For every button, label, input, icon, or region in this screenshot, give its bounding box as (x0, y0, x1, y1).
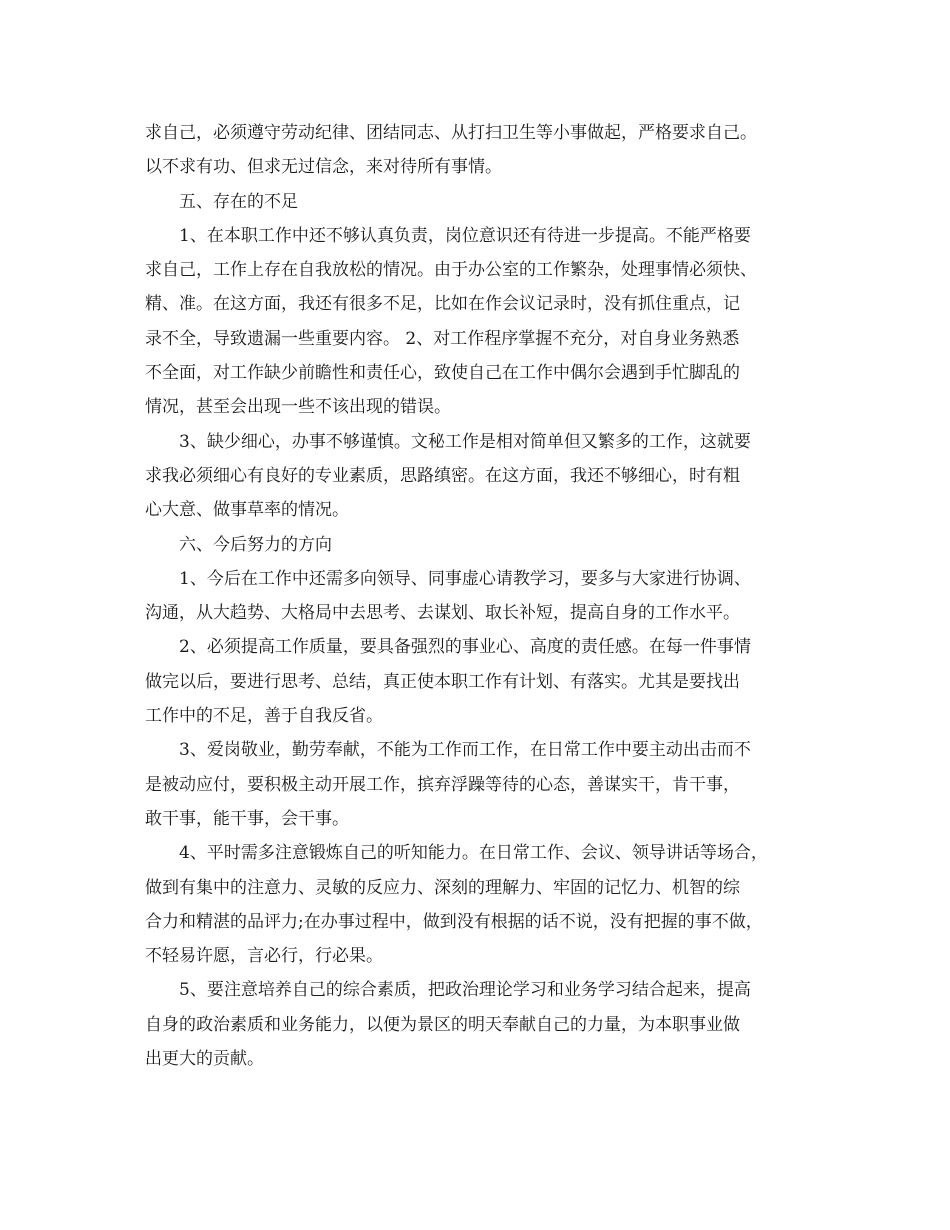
text-line: 求自己，工作上存在自我放松的情况。由于办公室的工作繁杂，处理事情必须快、 (145, 260, 757, 281)
text-line: 录不全，导致遗漏一些重要内容。 2、对工作程序掌握不充分，对自身业务熟悉 (145, 328, 740, 349)
text-line: 4、平时需多注意锻炼自己的听知能力。在日常工作、会议、领导讲话等场合， (179, 843, 768, 864)
text-line: 以不求有功、但求无过信念，来对待所有事情。 (145, 157, 502, 178)
document-body (145, 116, 825, 1076)
text-line: 心大意、做事草率的情况。 (145, 500, 349, 521)
text-line: 五、存在的不足 (179, 191, 298, 212)
text-line: 1、在本职工作中还不够认真负责，岗位意识还有待进一步提高。不能严格要 (179, 225, 751, 246)
text-line: 3、缺少细心，办事不够谨慎。文秘工作是相对简单但又繁多的工作，这就要 (179, 431, 751, 452)
text-line: 不轻易许愿，言必行，行必果。 (145, 946, 383, 967)
text-line: 合力和精湛的品评力;在办事过程中，做到没有根据的话不说，没有把握的事不做， (145, 911, 763, 932)
text-line: 做到有集中的注意力、灵敏的反应力、深刻的理解力、牢固的记忆力、机智的综 (145, 877, 740, 898)
text-line: 不全面，对工作缺少前瞻性和责任心，致使自己在工作中偶尔会遇到手忙脚乱的 (145, 363, 740, 384)
text-line: 六、今后努力的方向 (179, 534, 332, 555)
text-line: 求我必须细心有良好的专业素质，思路缜密。在这方面，我还不够细心，时有粗 (145, 465, 740, 486)
text-line: 求自己，必须遵守劳动纪律、团结同志、从打扫卫生等小事做起，严格要求自己。 (145, 123, 757, 143)
text-line: 敢干事，能干事，会干事。 (145, 808, 349, 829)
text-line: 自身的政治素质和业务能力，以便为景区的明天奉献自己的力量，为本职事业做 (145, 1014, 740, 1035)
text-line: 做完以后，要进行思考、总结，真正使本职工作有计划、有落实。尤其是要找出 (145, 671, 740, 692)
text-line: 5、要注意培养自己的综合素质，把政治理论学习和业务学习结合起来，提高 (179, 980, 751, 1001)
text-line: 1、今后在工作中还需多向领导、同事虚心请教学习，要多与大家进行协调、 (179, 568, 751, 589)
text-line: 2、必须提高工作质量，要具备强烈的事业心、高度的责任感。在每一件事情 (179, 637, 751, 658)
text-line: 情况，甚至会出现一些不该出现的错误。 (145, 397, 451, 418)
text-line: 出更大的贡献。 (145, 1049, 264, 1070)
text-line: 工作中的不足，善于自我反省。 (145, 706, 383, 727)
text-line: 精、准。在这方面，我还有很多不足，比如在作会议记录时，没有抓住重点，记 (145, 294, 740, 315)
text-line: 3、爱岗敬业，勤劳奉献，不能为工作而工作，在日常工作中要主动出击而不 (179, 740, 751, 761)
text-line: 是被动应付，要积极主动开展工作，摈弃浮躁等待的心态，善谋实干，肯干事， (145, 774, 740, 795)
text-line: 沟通，从大趋势、大格局中去思考、去谋划、取长补短，提高自身的工作水平。 (145, 603, 740, 624)
